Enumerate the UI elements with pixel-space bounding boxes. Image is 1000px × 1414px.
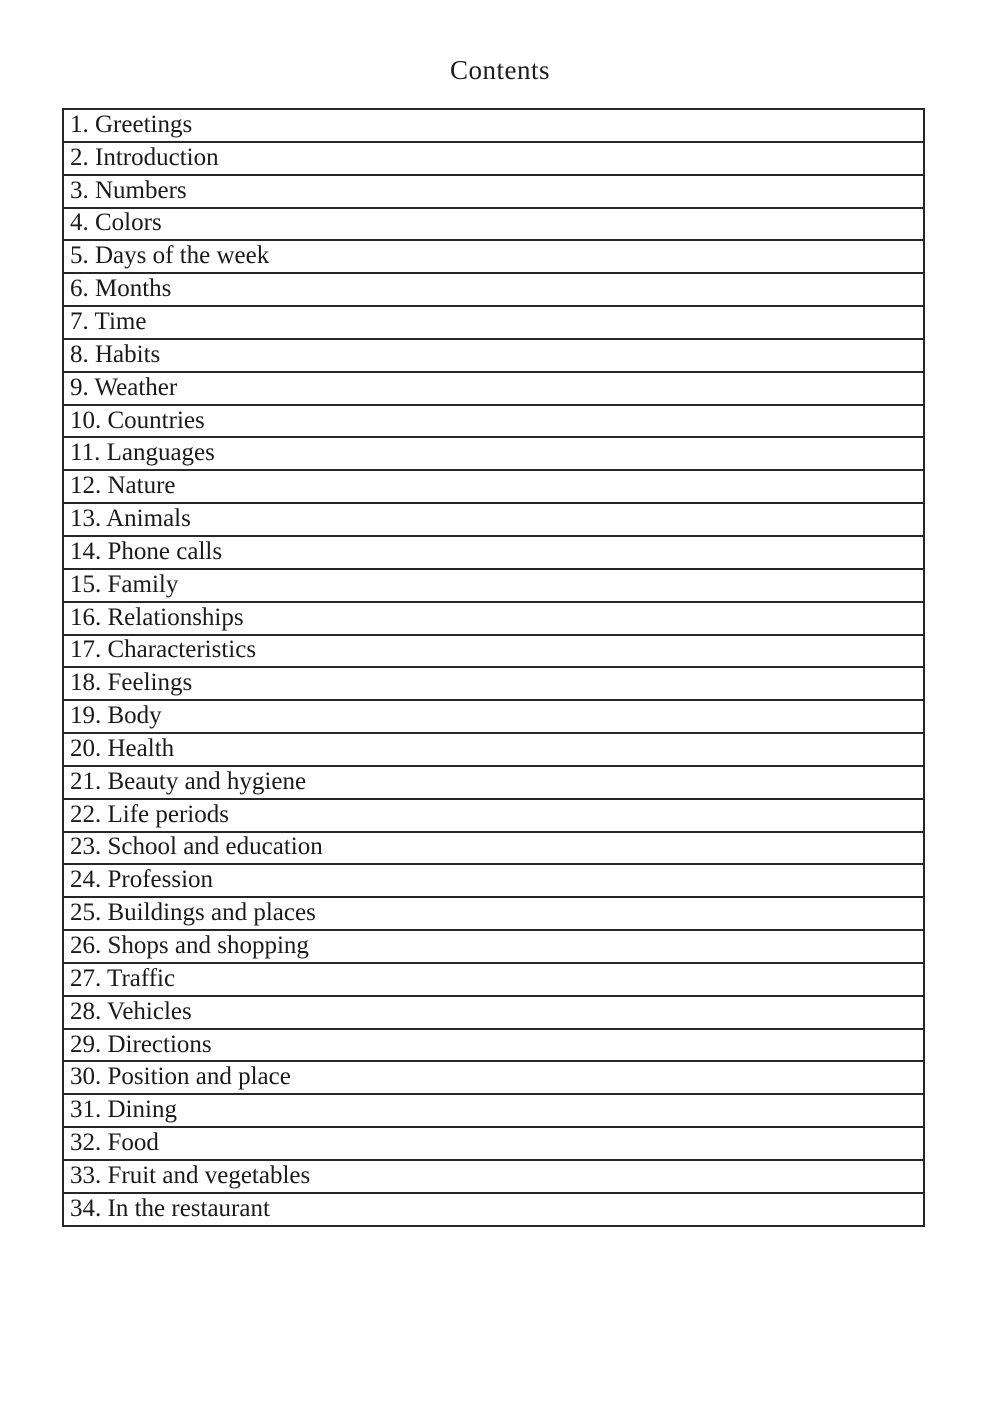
toc-entry-label: 1. Greetings [70, 110, 193, 138]
toc-row [64, 1128, 923, 1161]
toc-entry-label: 22. Life periods [70, 800, 229, 828]
toc-row [64, 800, 923, 833]
toc-entry-label: 26. Shops and shopping [70, 932, 309, 960]
toc-row [64, 570, 923, 603]
toc-entry-label: 8. Habits [70, 340, 161, 368]
toc-entry-label: 18. Feelings [70, 669, 193, 697]
toc-entry-label: 23. School and education [70, 833, 323, 861]
toc-row [64, 833, 923, 866]
toc-entry-label: 17. Characteristics [70, 636, 257, 664]
toc-row [64, 964, 923, 997]
toc-entry-label: 16. Relationships [70, 603, 244, 631]
toc-row [64, 865, 923, 898]
toc-entry-label: 2. Introduction [70, 143, 219, 171]
toc-row [64, 406, 923, 439]
toc-entry-label: 14. Phone calls [70, 537, 223, 565]
toc-row [64, 1194, 923, 1225]
toc-row [64, 701, 923, 734]
toc-entry-label: 30. Position and place [70, 1063, 291, 1091]
toc-entry-label: 34. In the restaurant [70, 1194, 270, 1222]
toc-row [64, 931, 923, 964]
toc-entry-label: 10. Countries [70, 406, 205, 434]
toc-entry-label: 5. Days of the week [70, 242, 270, 270]
toc-entry-label: 3. Numbers [70, 176, 187, 204]
toc-entry-label: 21. Beauty and hygiene [70, 767, 307, 795]
toc-entry-label: 11. Languages [70, 439, 215, 467]
toc-row [64, 143, 923, 176]
toc-entry-label: 25. Buildings and places [70, 899, 316, 927]
toc-row [64, 1062, 923, 1095]
toc-entry-label: 13. Animals [70, 505, 191, 533]
toc-row [64, 734, 923, 767]
toc-row [64, 176, 923, 209]
toc-entry-label: 24. Profession [70, 866, 214, 894]
toc-row [64, 241, 923, 274]
toc-entry-label: 7. Time [70, 307, 147, 335]
toc-entry-label: 29. Directions [70, 1030, 212, 1058]
toc-entry-label: 19. Body [70, 702, 162, 730]
toc-row [64, 1095, 923, 1128]
toc-entry-label: 9. Weather [70, 373, 178, 401]
toc-row [64, 274, 923, 307]
toc-entry-label: 28. Vehicles [70, 997, 192, 1025]
toc-row [64, 438, 923, 471]
toc-entry-label: 20. Health [70, 734, 175, 762]
toc-row [64, 603, 923, 636]
page-title: Contents [449, 55, 550, 85]
toc-entry-label: 27. Traffic [70, 964, 176, 992]
toc-row [64, 767, 923, 800]
toc-entry-label: 4. Colors [70, 209, 162, 237]
toc-entry-label: 12. Nature [70, 472, 176, 500]
toc-row [64, 307, 923, 340]
toc-row [64, 471, 923, 504]
toc-row [64, 373, 923, 406]
toc-entry-label: 32. Food [70, 1129, 159, 1157]
toc-row [64, 1030, 923, 1063]
toc-row [64, 1161, 923, 1194]
toc-entry-label: 33. Fruit and vegetables [70, 1161, 311, 1189]
toc-entry-label: 6. Months [70, 275, 172, 303]
toc-row [64, 668, 923, 701]
toc-row [64, 209, 923, 242]
contents-table [62, 108, 925, 1227]
toc-row [64, 504, 923, 537]
toc-row [64, 636, 923, 669]
toc-row [64, 537, 923, 570]
toc-row [64, 997, 923, 1030]
toc-row [64, 110, 923, 143]
toc-row [64, 898, 923, 931]
toc-entry-label: 31. Dining [70, 1096, 177, 1124]
toc-row [64, 340, 923, 373]
toc-entry-label: 15. Family [70, 570, 179, 598]
